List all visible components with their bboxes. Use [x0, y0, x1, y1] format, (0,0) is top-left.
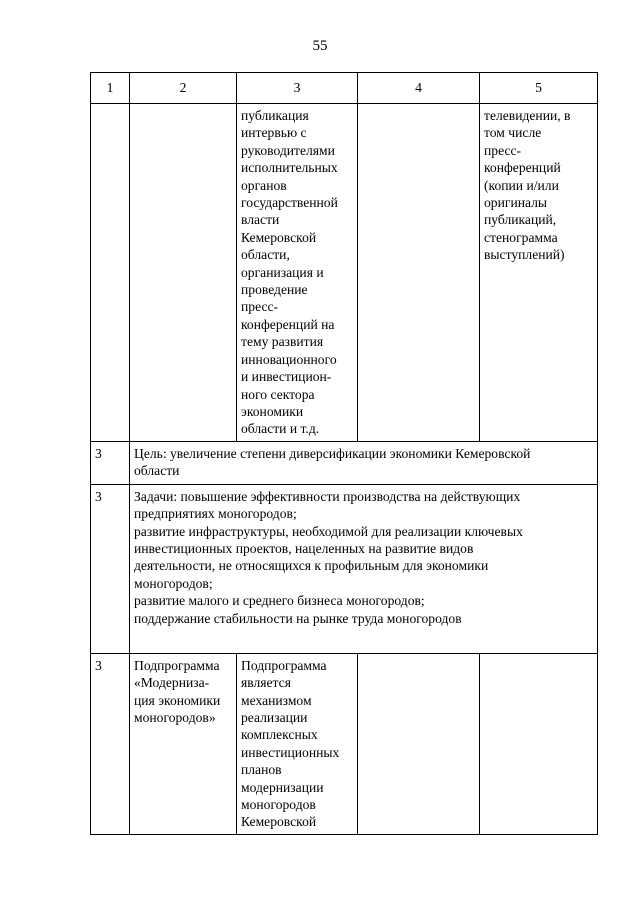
table-row — [91, 104, 598, 442]
cell-description: публикация интервью с руководителями исполнительных органов государственной власти Кемеровской области, организация и проведение пресс- конференций на тему развития инновационного и инвестицион- ного сектора экономики области и т.д. — [237, 104, 358, 442]
cell-number: 3 — [91, 441, 130, 484]
tasks-text: Задачи: повышение эффективности производства на действующих предприятиях моногородов; развитие инфраструктуры, необходимой для реализации ключевых инвестиционных проектов, нацеленных на развитие видов деятельности, не относящихся к профильным для экономики моногородов; развитие малого и среднего бизнеса моногородов; поддержание стабильности на рынке труда моногородов — [130, 484, 598, 653]
header-cell-1: 1 — [91, 73, 130, 104]
cell-number: 3 — [91, 653, 130, 834]
header-cell-4: 4 — [358, 73, 480, 104]
program-table — [90, 72, 598, 835]
table-row-goal — [91, 441, 598, 484]
cell-col5 — [480, 653, 598, 834]
header-cell-5: 5 — [480, 73, 598, 104]
header-cell-2: 2 — [130, 73, 237, 104]
goal-text: Цель: увеличение степени диверсификации экономики Кемеровской области — [130, 441, 598, 484]
page-number: 55 — [312, 38, 328, 54]
cell-number: 3 — [91, 484, 130, 653]
cell-col4 — [358, 104, 480, 442]
cell-name: Подпрограмма «Модерниза- ция экономики моногородов» — [130, 653, 237, 834]
cell-number — [91, 104, 130, 442]
cell-name — [130, 104, 237, 442]
table-row-subprogram — [91, 653, 598, 834]
table-header-row — [91, 73, 598, 104]
cell-description: Подпрограмма является механизмом реализации комплексных инвестиционных планов модернизации моногородов Кемеровской — [237, 653, 358, 834]
cell-col5: телевидении, в том числе пресс- конференций (копии и/или оригиналы публикаций, стенограмма выступлений) — [480, 104, 598, 442]
cell-col4 — [358, 653, 480, 834]
table-row-tasks — [91, 484, 598, 653]
header-cell-3: 3 — [237, 73, 358, 104]
